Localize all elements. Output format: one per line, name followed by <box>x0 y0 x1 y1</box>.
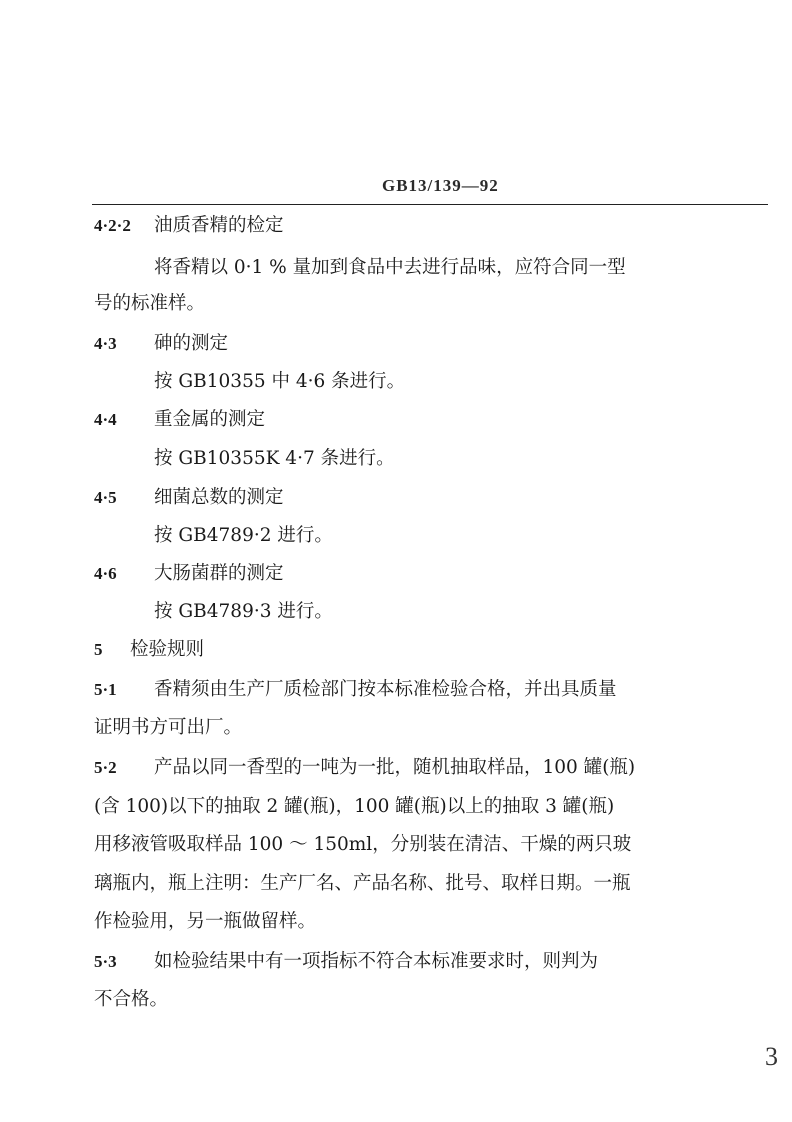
section-number: 5·2 <box>94 758 117 777</box>
body-line <box>154 370 405 394</box>
heading-line <box>94 214 284 238</box>
body-line <box>154 524 333 548</box>
section-number: 4·4 <box>94 410 117 429</box>
body-line <box>154 256 626 280</box>
heading-line <box>94 562 284 586</box>
heading-line <box>94 678 617 702</box>
section-title: 大肠菌群的测定 <box>154 563 284 584</box>
body-line <box>94 795 614 819</box>
section-number: 5 <box>94 640 103 659</box>
body-line <box>154 447 395 471</box>
body-text: 证明书方可出厂。 <box>94 717 243 738</box>
heading-line <box>94 756 635 780</box>
section-title: 细菌总数的测定 <box>154 487 284 508</box>
body-text: 按 GB4789·3 进行。 <box>154 601 333 622</box>
body-line <box>154 600 333 624</box>
heading-line <box>94 950 598 974</box>
body-text: 按 GB10355 中 4·6 条进行。 <box>154 371 406 392</box>
section-title: 检验规则 <box>130 639 205 660</box>
body-line <box>94 988 168 1012</box>
body-text: 将香精以 0·1 % 量加到食品中去进行品味，应符合同一型 <box>154 257 626 278</box>
heading-line <box>94 486 284 510</box>
body-text: 香精须由生产厂质检部门按本标准检验合格，并出具质量 <box>154 679 617 700</box>
section-number: 4·5 <box>94 488 117 507</box>
body-text: 按 GB10355K 4·7 条进行。 <box>154 448 395 469</box>
heading-line <box>94 332 228 356</box>
body-line <box>94 872 631 896</box>
section-number: 4·6 <box>94 564 117 583</box>
header-rule <box>92 204 768 205</box>
body-text: 不合格。 <box>94 989 169 1010</box>
standard-code-header: GB13/139—92 <box>382 176 499 195</box>
body-text: 用移液管吸取样品 100 ～ 150ml，分别装在清洁、干燥的两只玻 <box>94 834 632 855</box>
body-text: 产品以同一香型的一吨为一批，随机抽取样品，100 罐(瓶) <box>154 757 636 778</box>
section-number: 4·2·2 <box>94 216 131 235</box>
page-number: 3 <box>765 1042 778 1071</box>
body-text: 璃瓶内，瓶上注明：生产厂名、产品名称、批号、取样日期。一瓶 <box>94 873 631 894</box>
body-line <box>94 910 316 934</box>
section-number: 5·1 <box>94 680 117 699</box>
heading-line <box>94 408 265 432</box>
body-text: 号的标准样。 <box>94 293 206 314</box>
body-line <box>94 716 242 740</box>
body-line <box>94 833 631 857</box>
section-title: 重金属的测定 <box>154 409 266 430</box>
section-number: 5·3 <box>94 952 117 971</box>
body-text: 作检验用，另一瓶做留样。 <box>94 911 317 932</box>
section-number: 4·3 <box>94 334 117 353</box>
body-text: (含 100)以下的抽取 2 罐(瓶)，100 罐(瓶)以上的抽取 3 罐(瓶) <box>94 796 615 817</box>
heading-line <box>94 638 204 662</box>
body-text: 如检验结果中有一项指标不符合本标准要求时，则判为 <box>154 951 599 972</box>
body-text: 按 GB4789·2 进行。 <box>154 525 333 546</box>
section-title: 油质香精的检定 <box>154 215 284 236</box>
body-line <box>94 292 205 316</box>
section-title: 砷的测定 <box>154 333 229 354</box>
